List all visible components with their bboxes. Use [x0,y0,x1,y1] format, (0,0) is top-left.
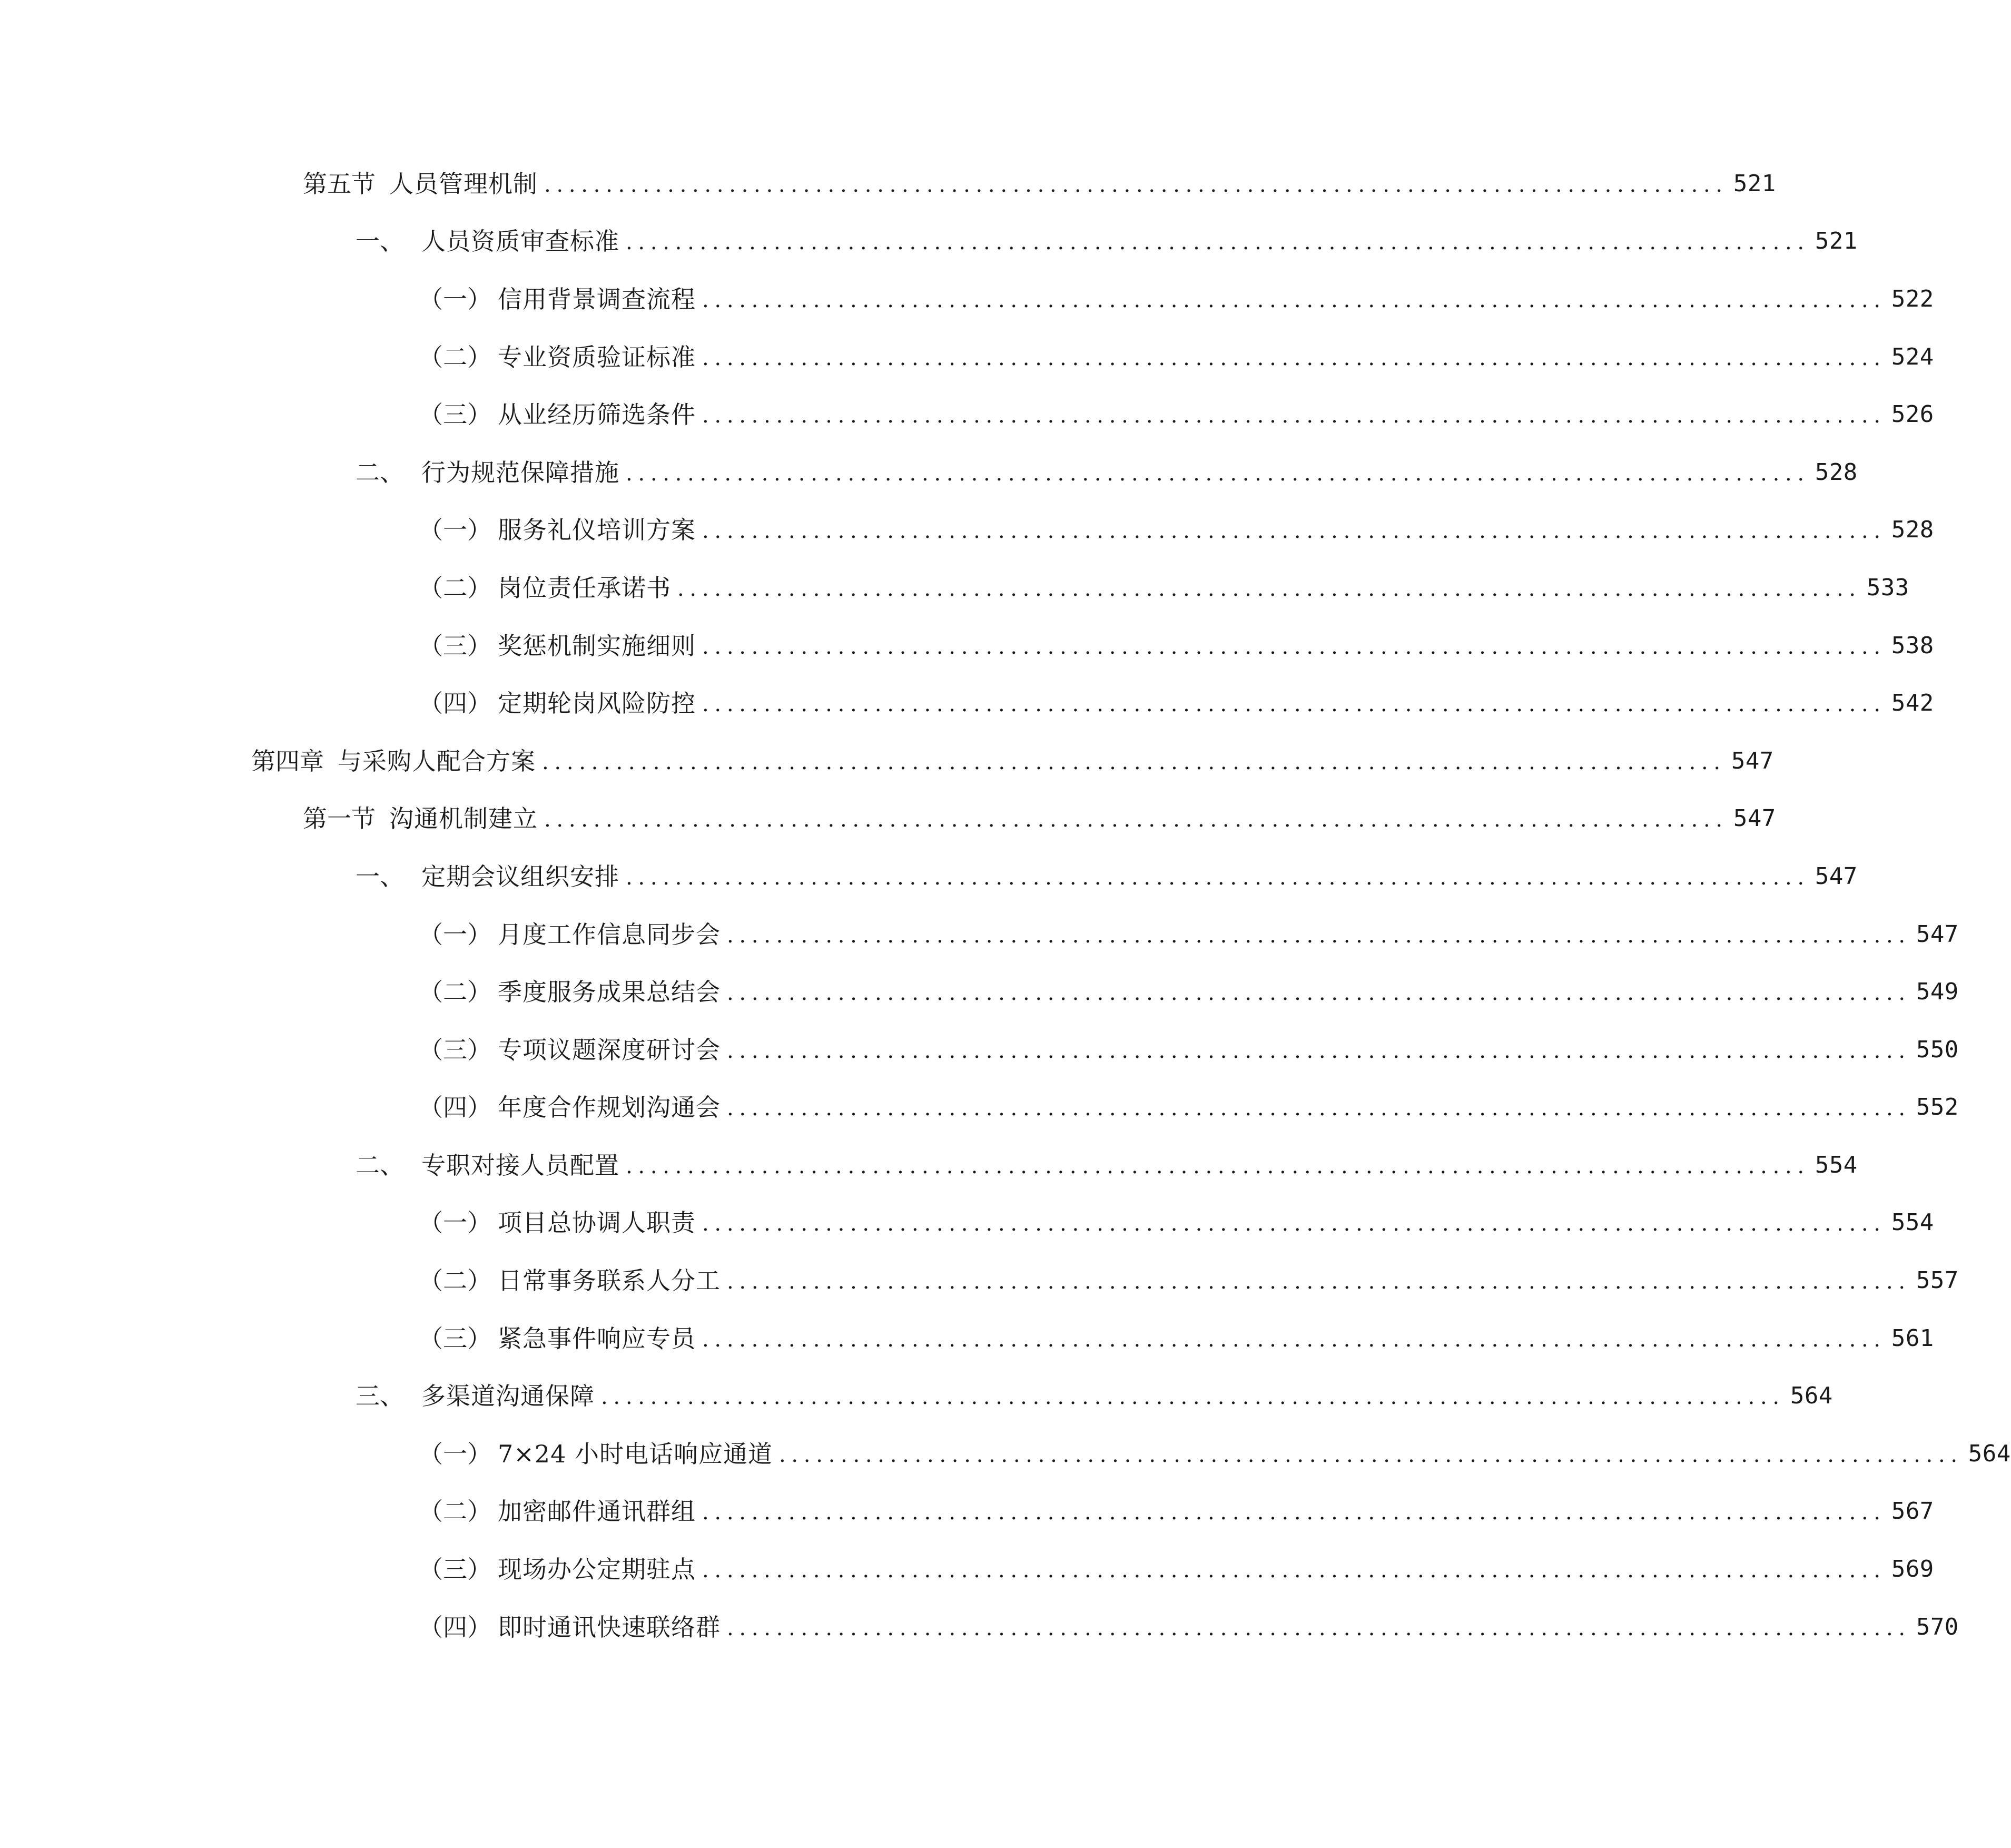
toc-entry-title: 奖惩机制实施细则 [498,631,696,660]
toc-entry-title: 沟通机制建立 [389,804,538,833]
toc-entry-number: （二） [419,1266,491,1295]
toc-entry[interactable] [0,1021,1959,1079]
toc-entry-title: 现场办公定期驻点 [498,1555,696,1584]
dot-leader: ................................................................................................ [626,1154,1810,1178]
toc-entry[interactable] [0,790,1776,848]
toc-entry-page: 550 [1916,1036,1959,1063]
toc-entry-number: （一） [419,1208,491,1237]
toc-entry-number: （四） [419,689,491,718]
toc-entry-page: 557 [1916,1267,1959,1294]
toc-entry[interactable] [0,328,1934,386]
toc-entry-number: 第四章 [251,746,324,775]
toc-entry-page: 533 [1866,574,1909,601]
toc-entry-title: 即时通讯快速联络群 [498,1613,721,1641]
toc-entry-number: （四） [419,1093,491,1122]
toc-entry-number: （一） [419,920,491,949]
toc-entry[interactable] [0,1252,1959,1310]
toc-entry[interactable] [0,1136,1858,1194]
toc-entry[interactable] [0,963,1959,1021]
toc-entry[interactable] [0,906,1959,964]
dot-leader: ................................................................................................ [778,1442,1963,1467]
toc-entry-number: 二、 [356,1151,404,1179]
toc-entry[interactable] [0,1194,1934,1252]
dot-leader: ................................................................................................ [727,1096,1911,1121]
toc-entry-title: 岗位责任承诺书 [498,573,671,602]
toc-entry-number: （三） [419,631,491,660]
dot-leader: ................................................................................................ [702,634,1886,659]
toc-entry-number: （一） [419,516,491,545]
toc-entry-title: 信用背景调查流程 [498,284,696,313]
dot-leader: ................................................................................................ [626,230,1810,255]
toc-entry-number: 三、 [356,1382,404,1411]
dot-leader: ................................................................................................ [544,172,1728,197]
toc-entry-page: 564 [1968,1440,2011,1467]
toc-entry-title: 年度合作规划沟通会 [498,1093,721,1122]
dot-leader: ................................................................................................ [702,1558,1886,1583]
toc-entry-number: （二） [419,1497,491,1526]
toc-entry[interactable] [0,502,1934,559]
toc-entry-title: 日常事务联系人分工 [498,1266,721,1295]
toc-entry-page: 524 [1891,343,1934,370]
toc-entry-number: （二） [419,342,491,371]
toc-entry-title: 加密邮件通讯群组 [498,1497,696,1526]
toc-entry-title: 与采购人配合方案 [338,746,536,775]
toc-entry-title: 季度服务成果总结会 [498,978,721,1007]
toc-entry-page: 526 [1891,401,1934,428]
dot-leader: ................................................................................................ [727,981,1911,1006]
toc-entry[interactable] [0,674,1934,732]
toc-entry-number: 第一节 [303,804,376,833]
toc-entry-number: （二） [419,573,491,602]
toc-entry-page: 528 [1891,516,1934,544]
toc-entry[interactable] [0,1540,1934,1598]
toc-entry-title: 紧急事件响应专员 [498,1324,696,1353]
dot-leader: ................................................................................................ [542,750,1726,774]
dot-leader: ................................................................................................ [702,692,1886,717]
toc-entry-page: 547 [1731,747,1774,774]
toc-entry-title: 专项议题深度研讨会 [498,1035,721,1064]
toc-entry[interactable] [0,617,1934,675]
toc-entry-title: 多渠道沟通保障 [421,1382,595,1411]
toc-entry-number: 第五节 [303,169,376,198]
toc-entry-page: 561 [1891,1324,1934,1352]
toc-entry[interactable] [0,270,1934,328]
toc-entry-title: 人员管理机制 [389,169,538,198]
dot-leader: ................................................................................................ [702,346,1886,370]
toc-entry-page: 528 [1815,458,1858,486]
toc-entry-number: （一） [419,1439,491,1468]
dot-leader: ................................................................................................ [727,1616,1911,1640]
toc-entry[interactable] [0,1598,1959,1656]
toc-entry-title: 定期轮岗风险防控 [498,689,696,718]
toc-entry-page: 547 [1733,805,1776,832]
toc-entry-number: 一、 [356,862,404,891]
toc-entry-page: 564 [1790,1382,1833,1410]
toc-entry-title: 人员资质审查标准 [421,227,619,256]
toc-entry-number: （四） [419,1613,491,1641]
toc-entry-page: 549 [1916,978,1959,1006]
toc-entry-title: 定期会议组织安排 [421,862,619,891]
toc-entry[interactable] [0,155,1776,213]
toc-entry-page: 547 [1815,862,1858,890]
dot-leader: ................................................................................................ [626,461,1810,486]
dot-leader: ................................................................................................ [727,1038,1911,1063]
toc-entry[interactable] [0,1367,1833,1425]
toc-entry-number: （一） [419,284,491,313]
toc-entry[interactable] [0,848,1858,906]
dot-leader: ................................................................................................ [702,1212,1886,1236]
toc-entry-number: （三） [419,1555,491,1584]
toc-entry-number: （三） [419,1324,491,1353]
toc-entry-page: 547 [1916,920,1959,948]
dot-leader: ................................................................................................ [727,923,1911,948]
toc-entry-page: 570 [1916,1613,1959,1640]
toc-entry-page: 554 [1891,1209,1934,1236]
toc-entry[interactable] [0,1425,2011,1483]
toc-entry[interactable] [0,213,1858,271]
toc-entry-number: 一、 [356,227,404,256]
toc-entry[interactable] [0,1310,1934,1368]
toc-entry-page: 521 [1815,228,1858,255]
toc-entry-number: （三） [419,400,491,429]
toc-entry[interactable] [0,1079,1959,1137]
toc-entry-page: 538 [1891,632,1934,659]
toc-entry[interactable] [0,559,1909,617]
dot-leader: ................................................................................................ [544,808,1728,832]
toc-entry-page: 569 [1891,1556,1934,1583]
toc-entry-number: 二、 [356,458,404,487]
toc-entry-page: 521 [1733,170,1776,197]
dot-leader: ................................................................................................ [702,288,1886,312]
dot-leader: ................................................................................................ [677,576,1861,601]
dot-leader: ................................................................................................ [702,1327,1886,1352]
toc-entry-page: 542 [1891,690,1934,717]
toc-entry-title: 月度工作信息同步会 [498,920,721,949]
toc-entry-title: 7×24 小时电话响应通道 [498,1439,773,1468]
dot-leader: ................................................................................................ [601,1385,1785,1410]
toc-entry-number: （二） [419,978,491,1007]
dot-leader: ................................................................................................ [626,865,1810,890]
toc-entry-number: （三） [419,1035,491,1064]
toc-entry-title: 从业经历筛选条件 [498,400,696,429]
toc-entry-page: 554 [1815,1151,1858,1178]
toc-entry-title: 项目总协调人职责 [498,1208,696,1237]
toc-entry-page: 522 [1891,285,1934,312]
toc-entry[interactable] [0,386,1934,444]
dot-leader: ................................................................................................ [702,519,1886,544]
table-of-contents [0,155,2011,1656]
toc-entry[interactable] [0,732,1774,790]
dot-leader: ................................................................................................ [702,1500,1886,1525]
toc-entry-title: 专职对接人员配置 [421,1151,619,1179]
toc-entry[interactable] [0,444,1858,502]
toc-entry-page: 567 [1891,1498,1934,1525]
toc-entry-page: 552 [1916,1094,1959,1121]
dot-leader: ................................................................................................ [727,1270,1911,1294]
toc-entry[interactable] [0,1483,1934,1541]
dot-leader: ................................................................................................ [702,404,1886,428]
toc-entry-title: 专业资质验证标准 [498,342,696,371]
toc-entry-title: 行为规范保障措施 [421,458,619,487]
toc-entry-title: 服务礼仪培训方案 [498,516,696,545]
